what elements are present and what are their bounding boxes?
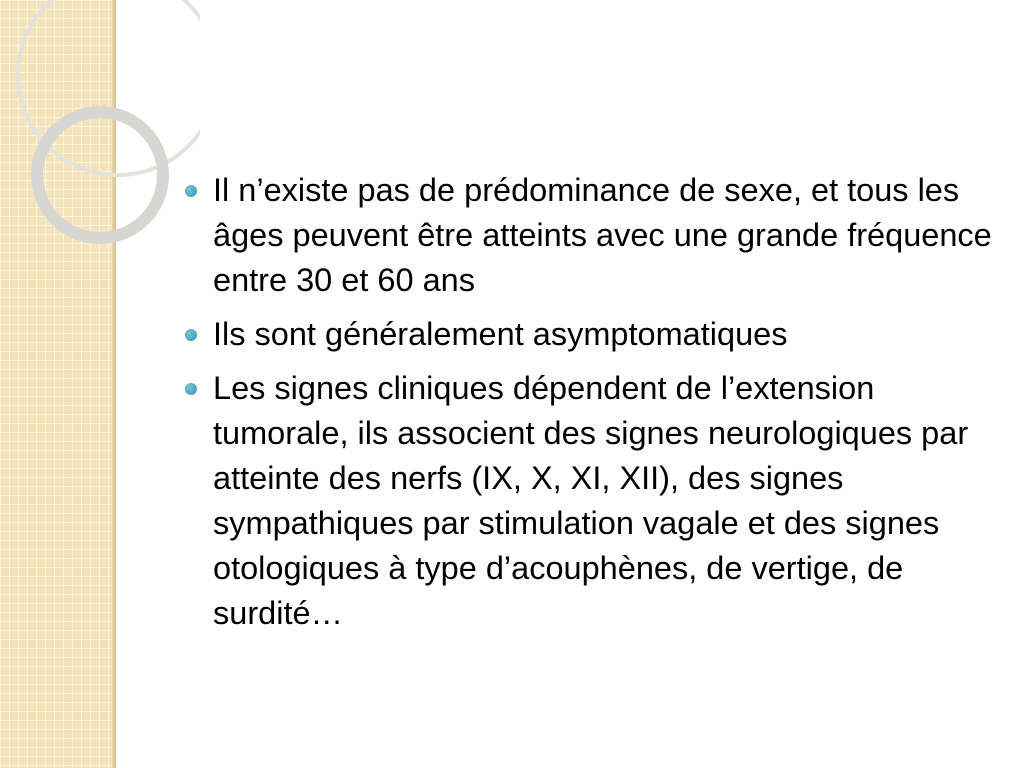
bullet-item (183, 312, 1003, 357)
bullet-item (183, 168, 1003, 303)
bullet-text: Ils sont généralement asymptomatiques (213, 316, 788, 352)
bullet-dot-icon (185, 185, 197, 197)
decorative-rings (0, 0, 200, 260)
bullet-item (183, 366, 1003, 636)
bullet-dot-icon (185, 329, 197, 341)
bullet-text: Les signes cliniques dépendent de l’extension tumorale, ils associent des signes neurologiques par atteinte des nerfs (IX, X, XI, XII), des signes sympathiques par stimulation vagale et des signes otologiques à type d’acouphènes, de vertige, de surdité… (213, 370, 969, 631)
bullet-list (183, 168, 1003, 636)
bullet-text: Il n’existe pas de prédominance de sexe, et tous les âges peuvent être atteints avec une grande fréquence entre 30 et 60 ans (213, 172, 992, 298)
slide-body (183, 168, 1003, 645)
bullet-dot-icon (185, 383, 197, 395)
